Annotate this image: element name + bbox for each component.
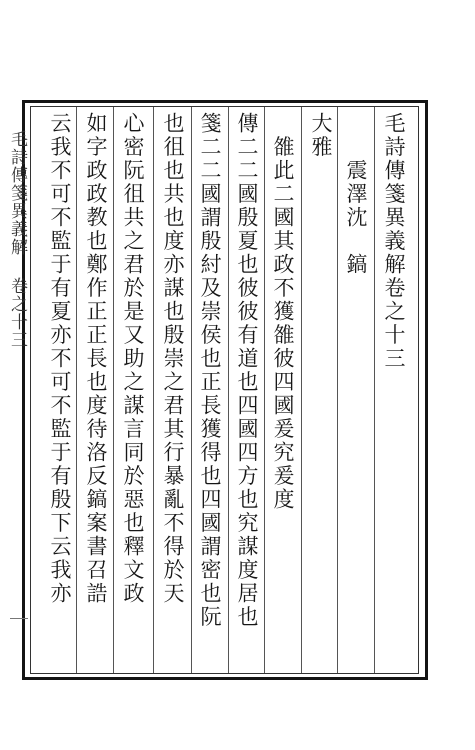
column-rule — [374, 107, 375, 673]
text-column-5: 心密阮徂共之君於是又助之謀言同於惡也釋文政 — [121, 112, 145, 606]
column-rule — [113, 107, 114, 673]
column-rule — [153, 107, 154, 673]
fold-margin-text: 毛詩傳箋異義解 卷之十三 — [7, 130, 27, 349]
column-rule — [337, 107, 338, 673]
column-rule — [191, 107, 192, 673]
column-rule — [301, 107, 302, 673]
column-rule — [264, 107, 265, 673]
text-column-3: 箋二二國謂殷紂及崇侯也正長獲得也四國謂密也阮 — [198, 112, 222, 629]
text-column-4: 也徂也共也度亦謀也殷崇之君其行暴亂不得於天 — [161, 112, 185, 606]
text-column-2: 傳二二國殷夏也彼彼有道也四國四方也究謀度居也 — [235, 112, 259, 629]
column-rule — [76, 107, 77, 673]
volume-title-column: 毛詩傳箋異義解卷之十三 — [382, 112, 406, 371]
text-column-7: 云我不可不監于有夏亦不可不監于有殷下云我亦 — [48, 112, 72, 606]
section-heading-column: 大雅 — [309, 112, 333, 159]
column-rule — [228, 107, 229, 673]
fold-mark — [10, 618, 28, 619]
author-column: 震澤沈 鎬 — [344, 112, 368, 277]
text-column-1: 雒此二國其政不獲雒彼四國爰究爰度 — [271, 112, 295, 512]
text-column-6: 如字政政教也鄭作正正長也度待洛反鎬案書召誥 — [84, 112, 108, 606]
